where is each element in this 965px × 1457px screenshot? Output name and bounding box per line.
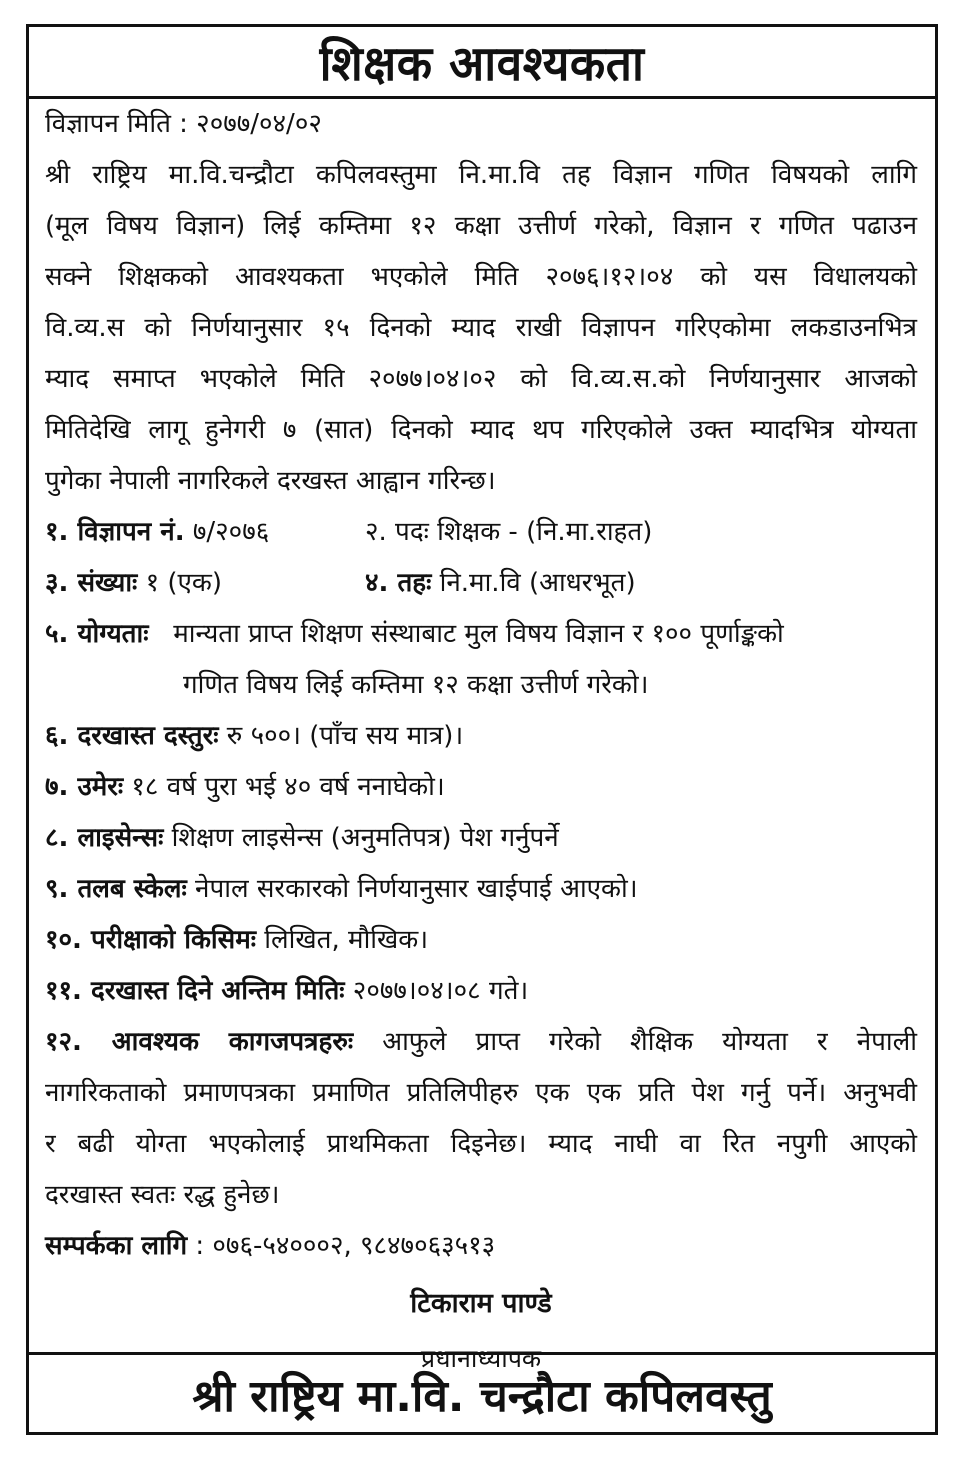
item-advertisement-number [45,507,365,558]
item-7-label: ७. उमेरः [45,772,124,802]
item-license [45,813,917,864]
signatory-title: प्रधानाध्यापक [420,1344,542,1373]
item-12-line-3: र बढी योग्ता भएकोलाई प्राथमिकता दिइनेछ। म्याद नाघी वा रित नपुगी आएको [45,1129,917,1159]
item-11-value: २०७७।०४।०८ गते। [344,976,529,1006]
notice-header [29,27,935,99]
item-1-label: १. विज्ञापन नं. [45,517,185,547]
item-10-label: १०. परीक्षाको किसिमः [45,925,257,955]
item-application-fee [45,711,917,762]
item-12-value-line-1: आफुले प्राप्त गरेको शैक्षिक योग्यता र नेपाली [353,1027,917,1057]
notice-footer [29,1352,935,1432]
item-4-value: नि.मा.वि (आधरभूत) [431,568,636,598]
item-10-value: लिखित, मौखिक। [256,925,429,955]
item-6-label: ६. दरखास्त दस्तुरः [45,721,219,751]
item-9-label: ९. तलब स्केलः [45,874,187,904]
item-post: २. पदः शिक्षक - (नि.मा.राहत) [365,517,653,547]
item-required-documents [45,1017,917,1068]
intro-line-5: म्याद समाप्त भएकोले मिति २०७७।०४।०२ को वि.व्य.स.को निर्णयानुसार आजको [45,364,917,394]
contact-line [45,1221,917,1272]
item-5-value-line-1: मान्यता प्राप्त शिक्षण संस्थाबाट मुल विषय विज्ञान र १०० पूर्णाङ्कको [148,619,784,649]
intro-line-2: (मूल विषय विज्ञान) लिई कम्तिमा १२ कक्षा उत्तीर्ण गरेको, विज्ञान र गणित पढाउन [45,211,917,241]
intro-line-1: श्री राष्ट्रिय मा.वि.चन्द्रौटा कपिलवस्तुमा नि.मा.वि तह विज्ञान गणित विषयको लागि [45,160,917,190]
item-exam-type [45,915,917,966]
intro-line-3: सक्ने शिक्षकको आवश्यकता भएकोले मिति २०७६।१२।०४ को यस विधालयको [45,262,917,292]
items-row-1-2 [45,507,917,558]
notice-title: शिक्षक आवश्यकता [319,34,645,91]
item-8-label: ८. लाइसेन्सः [45,823,164,853]
item-7-value: १८ वर्ष पुरा भई ४० वर्ष ननाघेको। [123,772,445,802]
item-5-value-line-2: गणित विषय लिई कम्तिमा १२ कक्षा उत्तीर्ण गरेको। [183,670,649,700]
item-12-line-4: दरखास्त स्वतः रद्ध हुनेछ। [45,1180,280,1210]
item-6-value: रु ५००। (पाँच सय मात्र)। [218,721,464,751]
item-5-label: ५. योग्यताः [45,619,149,649]
contact-label: सम्पर्कका लागि [45,1231,188,1261]
item-age [45,762,917,813]
intro-line-7: पुगेका नेपाली नागरिकले दरखस्त आह्वान गरिन्छ। [45,466,496,496]
item-count [45,558,365,609]
signatory-name: टिकाराम पाण्डे [410,1288,552,1319]
item-3-label: ३. संख्याः [45,568,138,598]
advertisement-date: विज्ञापन मिति : २०७७/०४/०२ [45,109,322,139]
school-name: श्री राष्ट्रिय मा.वि. चन्द्रौटा कपिलवस्तु [192,1370,772,1422]
item-level [365,558,917,609]
item-3-value: १ (एक) [137,568,222,598]
item-12-line-2: नागरिकताको प्रमाणपत्रका प्रमाणित प्रतिलिपीहरु एक एक प्रति पेश गर्नु पर्ने। अनुभवी [45,1078,917,1108]
item-8-value: शिक्षण लाइसेन्स (अनुमतिपत्र) पेश गर्नुपर्ने [163,823,559,853]
item-salary-scale [45,864,917,915]
item-deadline [45,966,917,1017]
item-12-label: १२. आवश्यक कागजपत्रहरुः [45,1027,354,1057]
notice-body [45,99,917,1373]
contact-value: : ०७६-५४०००२, ९८४७०६३५१३ [187,1231,496,1261]
item-4-label: ४. तहः [365,568,432,598]
intro-line-6: मितिदेखि लागू हुनेगरी ७ (सात) दिनको म्याद थप गरिएकोले उक्त म्यादभित्र योग्यता [45,415,917,445]
item-9-value: नेपाल सरकारको निर्णयानुसार खाईपाई आएको। [186,874,638,904]
items-row-3-4 [45,558,917,609]
item-11-label: ११. दरखास्त दिने अन्तिम मितिः [45,976,345,1006]
notice-frame [26,24,938,1435]
intro-line-4: वि.व्य.स को निर्णयानुसार १५ दिनको म्याद राखी विज्ञापन गरिएकोमा लकडाउनभित्र [45,313,917,343]
item-qualification [45,609,917,660]
item-1-value: ७/२०७६ [184,517,270,547]
